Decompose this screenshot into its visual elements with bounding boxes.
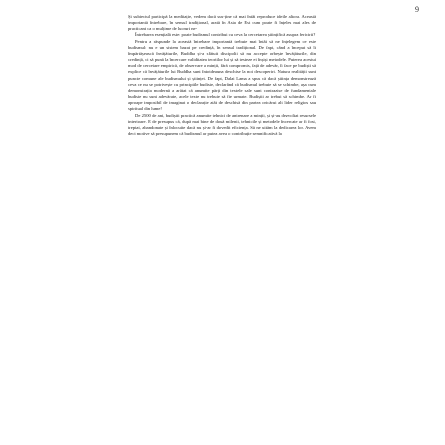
paragraph: Întrebarea esențială este: poate budismul contribui cu ceva la cercetarea științifică asupra fericirii? (135, 32, 316, 38)
paragraph: Și subiectul participă la meditație, vedem dacă sus-ține că mai întâi reproduce ideile altora. Această importantă întrebare, în sensul tradițional, arată în Asia de Est cum poate fi înțeles mai ales de practicant ca o mulțime de lucruri ne- (128, 14, 316, 32)
paragraph: Pentru a răspunde la această întrebare importantă trebuie mai întâi să ne înțelegem ce este budismul: nu e un sistem bazat pe credință, în sensul tradițional. De fapt, când a început să îi împărtășească învățăturile, Buddha și-a sfătuit discipolii să nu accepte orbește învățăturile, din credință, ci să pună la încercare validitatea teoriilor lui și să testeze ei înșiși metodele. Puterea acestui mod de cercetare empirică, de observare a minții, fără compromis, față de adevăr, îi face pe budiști să explice că învățăturile lui Buddha sunt întotdeauna deschise la noi descoperiri. Natura realității sunt puncte comune ale budismului și științei. De fapt, Dalai Lama a spus că dacă știința demonstrează ceva ce nu se potrivește cu principiile budiste, declarând că budismul trebuie să se schimbe, așa cum demonstrația modernă a arătat că anumite părți din textele sale sunt contrazise de fundamentale budiste nu sunt adevărate, acele texte nu trebuie să fie urmate. Budiștii ar trebui să schimbe. Ar fi aproape imposibil de imaginat o declarație atât de deschisă din partea oricărui alt lider religios sau spiritual din lume! (128, 38, 316, 112)
page-number: 9 (415, 5, 419, 14)
paragraph: De 2500 de ani, budiștii practică anumite tehnici de antrenare a minții, și și-au dezvoltat resursele interioare. E de presupus că, după mai bine de două milenii, tehnicile și metodele încercate ar fi fost, treptat, abandonate și înlocuite dacă nu și-ar fi dovedit eficiența. Să ne uităm la dedicarea lor. Avem deci motive să presupunem că budismul ar putea avea o contribuție semnificativă la (128, 112, 316, 136)
body-text (128, 14, 316, 137)
